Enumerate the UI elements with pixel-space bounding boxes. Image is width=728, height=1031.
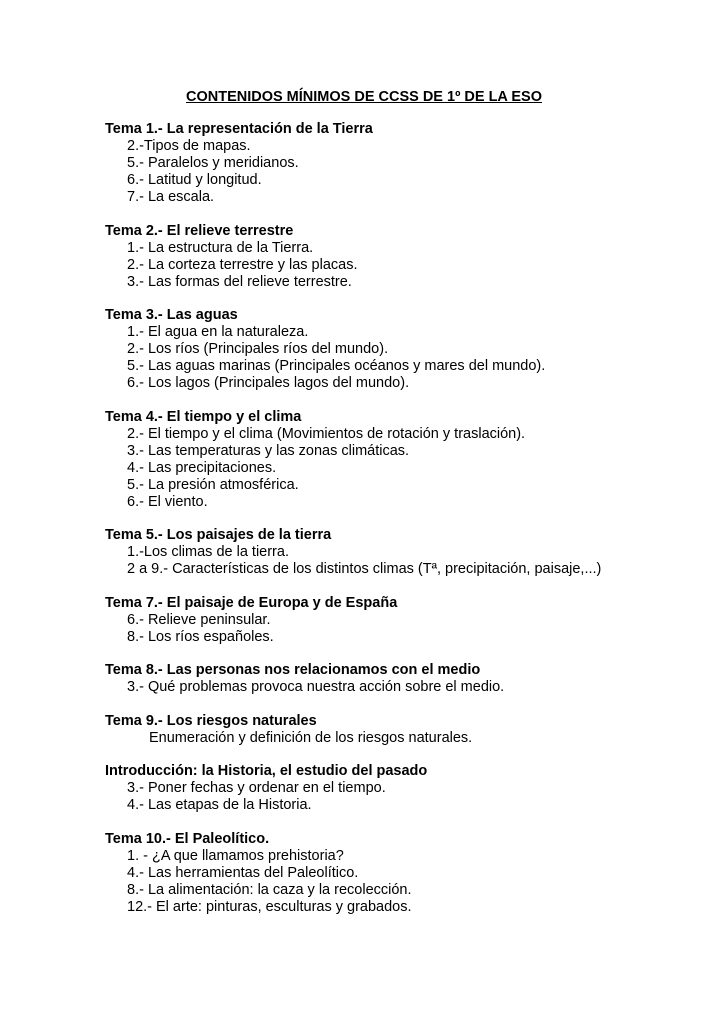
list-item: 4.- Las etapas de la Historia. (127, 797, 312, 813)
list-item: 4.- Las precipitaciones. (127, 459, 277, 476)
section-heading: Tema 5.- Los paisajes de la tierra (105, 527, 332, 543)
list-item: 12.- El arte: pinturas, esculturas y grabados. (127, 898, 412, 915)
section-tema-9 (105, 713, 715, 747)
list-item: 6.- Relieve peninsular. (127, 611, 271, 628)
list-item: 2.- El tiempo y el clima (Movimientos de rotación y traslación). (127, 425, 526, 442)
section-heading: Tema 7.- El paisaje de Europa y de España (105, 594, 398, 611)
list-item: 2 a 9.- Características de los distintos climas (Tª, precipitación, paisaje,...) (127, 561, 602, 577)
list-item: 4.- Las herramientas del Paleolítico. (127, 864, 359, 881)
list-item: 3.- Las formas del relieve terrestre. (127, 273, 352, 290)
section-tema-2 (105, 223, 715, 291)
list-item: 1.- La estructura de la Tierra. (127, 239, 314, 256)
list-item: 8.- Los ríos españoles. (127, 628, 274, 645)
section-tema-4 (105, 409, 715, 511)
list-item: 6.- Latitud y longitud. (127, 172, 262, 188)
list-item: 1.- El agua en la naturaleza. (127, 324, 309, 340)
list-item: 5.- La presión atmosférica. (127, 476, 299, 493)
section-tema-10 (105, 831, 715, 916)
list-item: 3.- Qué problemas provoca nuestra acción sobre el medio. (127, 679, 505, 695)
section-introduccion-historia (105, 763, 715, 814)
list-item: 6.- Los lagos (Principales lagos del mundo). (127, 375, 410, 391)
section-heading: Tema 4.- El tiempo y el clima (105, 408, 302, 425)
list-item: 2.- Los ríos (Principales ríos del mundo). (127, 341, 389, 357)
topic-list (105, 121, 715, 932)
list-item: Enumeración y definición de los riesgos naturales. (149, 729, 473, 746)
list-item: 1. - ¿A que llamamos prehistoria? (127, 847, 344, 864)
section-heading: Tema 2.- El relieve terrestre (105, 222, 294, 239)
section-tema-7 (105, 595, 715, 646)
section-heading: Tema 8.- Las personas nos relacionamos con el medio (105, 662, 481, 678)
section-heading: Tema 3.- Las aguas (105, 307, 238, 323)
section-tema-1 (105, 121, 715, 206)
list-item: 5.- Paralelos y meridianos. (127, 155, 299, 171)
list-item: 7.- La escala. (127, 189, 215, 205)
section-tema-3 (105, 307, 715, 392)
section-heading: Tema 1.- La representación de la Tierra (105, 121, 373, 137)
list-item: 6.- El viento. (127, 493, 208, 510)
page-title: CONTENIDOS MÍNIMOS DE CCSS DE 1º DE LA ESO (185, 89, 543, 105)
section-tema-8 (105, 662, 715, 696)
section-tema-5 (105, 527, 715, 578)
list-item: 1.-Los climas de la tierra. (127, 544, 289, 560)
list-item: 3.- Poner fechas y ordenar en el tiempo. (127, 780, 386, 796)
list-item: 8.- La alimentación: la caza y la recolección. (127, 881, 412, 898)
list-item: 3.- Las temperaturas y las zonas climáticas. (127, 442, 410, 459)
section-heading: Introducción: la Historia, el estudio del pasado (105, 763, 428, 779)
section-heading: Tema 10.- El Paleolítico. (105, 830, 270, 847)
list-item: 2.-Tipos de mapas. (127, 138, 251, 154)
section-heading: Tema 9.- Los riesgos naturales (105, 712, 317, 729)
list-item: 5.- Las aguas marinas (Principales océanos y mares del mundo). (127, 358, 546, 374)
list-item: 2.- La corteza terrestre y las placas. (127, 256, 358, 273)
